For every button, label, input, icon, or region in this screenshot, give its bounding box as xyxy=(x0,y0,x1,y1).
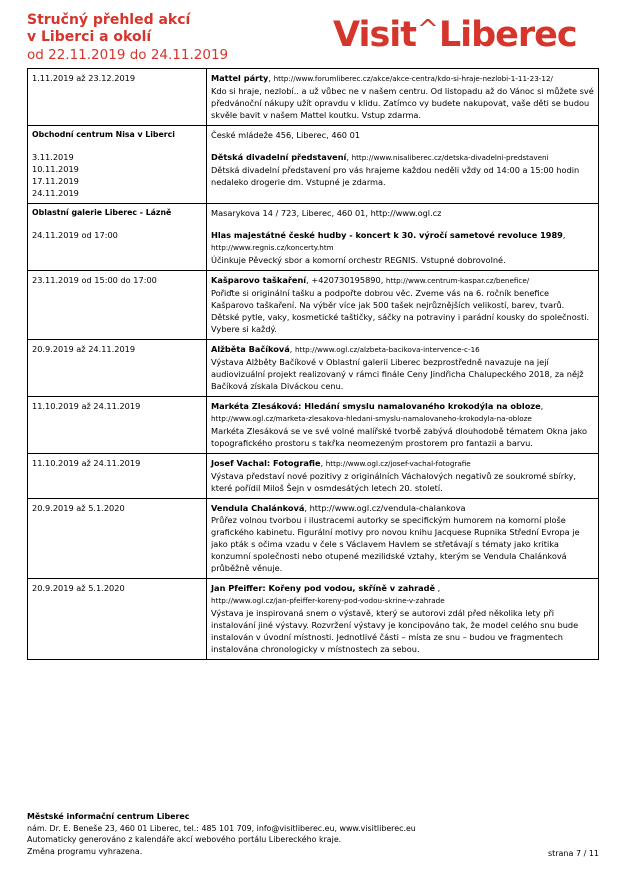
event-details: Kašparovo taškaření, +420730195890, http://www.centrum-kaspar.cz/benefice/ Pořiďte si originální tašku a podpořte dobrou věc. Zveme vás na 6. ročník benefice Kašparovo taškaření. Na výběr více jak 500 tašek nejrůznějších velikostí, barev, tvarů. Dětské pytle, vaky, kosmetické taštičky, sáčky na potraviny i parádní kousky do společnosti. Vybere si každý. xyxy=(207,271,599,340)
event-description: Výstava Alžběty Bačíkové v Oblastní galerii Liberec bezprostředně navazuje na její audiovizuální projekt realizovaný v rámci finále Ceny Jindřicha Chalupeckého 2018, za nějž Bačíková získala Diváckou cenu. xyxy=(211,357,584,391)
footer-contact: nám. Dr. E. Beneše 23, 460 01 Liberec, tel.: 485 101 709, info@visitliberec.eu, www.visitliberec.eu xyxy=(27,823,416,833)
document-title xyxy=(27,12,287,64)
event-title: Mattel párty xyxy=(211,73,269,83)
event-date: 17.11.2019 xyxy=(32,176,79,186)
event-link[interactable]: http://www.ogl.cz/marketa-zlesakova-hledani-smyslu-namalovaneho-krokodyla-na-obloze xyxy=(211,414,532,423)
event-title: Josef Vachal: Fotografie xyxy=(211,458,321,468)
event-title: Hlas majestátné české hudby - koncert k 30. výročí sametové revoluce 1989 xyxy=(211,230,563,240)
event-date: 11.10.2019 až 24.11.2019 xyxy=(28,454,207,499)
venue-address: Masarykova 14 / 723, Liberec, 460 01, http://www.ogl.cz xyxy=(211,208,442,218)
visit-liberec-logo xyxy=(333,10,603,55)
event-date: 20.9.2019 až 5.1.2020 xyxy=(28,499,207,579)
event-details: České mládeže 456, Liberec, 460 01 Dětská divadelní představení, http://www.nisaliberec.cz/detska-divadelni-predstaveni Dětská divadelní představení pro vás hrajeme každou neděli vždy od 14:00 a 15:00 hodin nedaleko drogerie dm. Vstupné je zdarma. xyxy=(207,126,599,204)
event-details: Jan Pfeiffer: Kořeny pod vodou, skříně v zahradě , http://www.ogl.cz/jan-pfeiffer-koreny-pod-vodou-skrine-v-zahrade Výstava je inspirovaná snem o výstavě, který se autorovi zdál před několika lety při instalování jiné výstavy. Rozvržení výstavy je koncipováno tak, že model celého snu bude instalován v úvodní místnosti. Jednotlivé části – místa ze snu – budou ve fragmentech instalována chronologicky v místnostech za sebou. xyxy=(207,579,599,660)
event-date: 20.9.2019 až 5.1.2020 xyxy=(28,579,207,660)
event-link[interactable]: http://www.ogl.cz/josef-vachal-fotografie xyxy=(325,459,471,468)
event-date: 24.11.2019 od 17:00 xyxy=(32,230,118,240)
page-footer xyxy=(27,811,599,857)
date-range: od 22.11.2019 do 24.11.2019 xyxy=(27,47,229,63)
logo-caret: ^ xyxy=(417,15,438,45)
logo-text-liberec: Liberec xyxy=(438,15,577,55)
event-title: Jan Pfeiffer: Kořeny pod vodou, skříně v zahradě xyxy=(211,583,436,593)
venue-dates-cell xyxy=(28,204,207,271)
venue-row xyxy=(28,126,599,204)
page-number: strana 7 / 11 xyxy=(547,849,599,858)
event-description: Výstava představí nové pozitivy z originálních Váchalových negativů ze soukromé sbírky, které pořídil Miloš Šejn v osmdesátých letech 20. století. xyxy=(211,471,576,493)
event-description: Pořiďte si originální tašku a podpořte dobrou věc. Zveme vás na 6. ročník benefice Kašparovo taškaření. Na výběr více jak 500 tašek nejrůznějších velikostí, barev, tvarů. Dětské pytle, vaky, kosmetické taštičky, sáčky na potraviny i parádní kousky do společnosti. Vybere si každý. xyxy=(211,288,590,334)
event-link[interactable]: http://www.centrum-kaspar.cz/benefice/ xyxy=(385,276,530,285)
event-link[interactable]: http://www.regnis.cz/koncerty.htm xyxy=(211,243,334,252)
event-date: 20.9.2019 až 24.11.2019 xyxy=(28,340,207,397)
venue-name: Obchodní centrum Nisa v Liberci xyxy=(32,130,175,139)
title-line-1: Stručný přehled akcí xyxy=(27,12,191,28)
event-title: Vendula Chalánková xyxy=(211,503,305,513)
logo-text-visit: Visit xyxy=(333,15,417,55)
event-date: 24.11.2019 xyxy=(32,188,79,198)
venue-dates-cell xyxy=(28,126,207,204)
table-row xyxy=(28,69,599,126)
table-row xyxy=(28,397,599,454)
event-date: 11.10.2019 až 24.11.2019 xyxy=(28,397,207,454)
event-details: Masarykova 14 / 723, Liberec, 460 01, http://www.ogl.cz Hlas majestátné české hudby - koncert k 30. výročí sametové revoluce 1989, http://www.regnis.cz/koncerty.htm Účinkuje Pěvecký sbor a komorní orchestr REGNIS. Vstupné dobrovolné. xyxy=(207,204,599,271)
title-line-2: v Liberci a okolí xyxy=(27,29,152,45)
event-title: Alžběta Bačíková xyxy=(211,344,290,354)
event-description: Kdo si hraje, nezlobí.. a už vůbec ne v našem centru. Od listopadu až do Vánoc si můžete své předvánoční nákupy užít opravdu v klidu. Zatímco vy budete nakupovat, vaše děti se budou skvěle bavit v našem Mattel koutku. Vstup zdarma. xyxy=(211,86,594,120)
table-row xyxy=(28,340,599,397)
event-details: Vendula Chalánková, http://www.ogl.cz/vendula-chalankova Průřez volnou tvorbou i ilustracemi autorky se specifickým humorem na komorní ploše grafického kabinetu. Figurální motivy pro novou knihu Jacquese Rupnika Střední Evropa je jako pták s očima vzadu v čele s Václavem Havlem se střetávají s tématy jako kritika konzumní společnosti nebo otupené mezilidské vztahy, kterým se Vendula Chalánková průběžně věnuje. xyxy=(207,499,599,579)
event-link[interactable]: http://www.nisaliberec.cz/detska-divadelni-predstaveni xyxy=(351,153,549,162)
events-table xyxy=(27,68,599,660)
event-details: Alžběta Bačíková, http://www.ogl.cz/alzbeta-bacikova-intervence-c-16 Výstava Alžběty Bačíkové v Oblastní galerii Liberec bezprostředně navazuje na její audiovizuální projekt realizovaný v rámci finále Ceny Jindřicha Chalupeckého 2018, za nějž Bačíková získala Diváckou cenu. xyxy=(207,340,599,397)
venue-name: Oblastní galerie Liberec - Lázně xyxy=(32,208,172,217)
event-description: Výstava je inspirovaná snem o výstavě, který se autorovi zdál před několika lety při instalování jiné výstavy. Rozvržení výstavy je koncipováno tak, že model celého snu bude instalován v úvodní místnosti. Jednotlivé části – místa ze snu – budou ve fragmentech instalována chronologicky v místnostech za sebou. xyxy=(211,608,579,654)
event-description: Markéta Zlesáková se ve své volné malířské tvorbě zabývá dlouhodobě tématem Okna jako topografického prostoru s takřka neomezeným prostorem pro fantazii a barvu. xyxy=(211,426,588,448)
table-row xyxy=(28,499,599,579)
table-row xyxy=(28,271,599,340)
event-dates xyxy=(32,151,202,199)
table-row xyxy=(28,454,599,499)
event-description: Dětská divadelní představení pro vás hrajeme každou neděli vždy od 14:00 a 15:00 hodin nedaleko drogerie dm. Vstupné je zdarma. xyxy=(211,165,580,187)
event-details: Mattel párty, http://www.forumliberec.cz/akce/akce-centra/kdo-si-hraje-nezlobi-1-11-23-12/ Kdo si hraje, nezlobí.. a už vůbec ne v našem centru. Od listopadu až do Vánoc si můžete své předvánoční nákupy užít opravdu v klidu. Zatímco vy budete nakupovat, vaše děti se budou skvěle bavit v našem Mattel koutku. Vstup zdarma. xyxy=(207,69,599,126)
venue-address: České mládeže 456, Liberec, 460 01 xyxy=(211,130,361,140)
event-details: Josef Vachal: Fotografie, http://www.ogl.cz/josef-vachal-fotografie Výstava představí nové pozitivy z originálních Váchalových negativů ze soukromé sbírky, které pořídil Miloš Šejn v osmdesátých letech 20. století. xyxy=(207,454,599,499)
event-link[interactable]: http://www.ogl.cz/jan-pfeiffer-koreny-pod-vodou-skrine-v-zahrade xyxy=(211,596,445,605)
venue-row xyxy=(28,204,599,271)
event-description: Účinkuje Pěvecký sbor a komorní orchestr REGNIS. Vstupné dobrovolné. xyxy=(211,255,506,265)
event-title: Kašparovo taškaření xyxy=(211,275,307,285)
event-details: Markéta Zlesáková: Hledání smyslu namalovaného krokodýla na obloze, http://www.ogl.cz/marketa-zlesakova-hledani-smyslu-namalovaneho-krokodyla-na-obloze Markéta Zlesáková se ve své volné malířské tvorbě zabývá dlouhodobě tématem Okna jako topografického prostoru s takřka neomezeným prostorem pro fantazii a barvu. xyxy=(207,397,599,454)
event-link[interactable]: http://www.ogl.cz/vendula-chalankova xyxy=(309,503,466,513)
event-date: 1.11.2019 až 23.12.2019 xyxy=(28,69,207,126)
event-phone: +420730195890, xyxy=(311,275,386,285)
footer-disclaimer: Změna programu vyhrazena. xyxy=(27,846,143,856)
event-title: Dětská divadelní představení xyxy=(211,152,347,162)
footer-organization: Městské informační centrum Liberec xyxy=(27,812,190,821)
event-date: 23.11.2019 od 15:00 do 17:00 xyxy=(28,271,207,340)
event-title: Markéta Zlesáková: Hledání smyslu namalovaného krokodýla na obloze xyxy=(211,401,541,411)
event-date: 3.11.2019 xyxy=(32,152,74,162)
footer-generated-note: Automaticky generováno z kalendáře akcí webového portálu Libereckého kraje. xyxy=(27,835,342,844)
event-description: Průřez volnou tvorbou i ilustracemi autorky se specifickým humorem na komorní ploše grafického kabinetu. Figurální motivy pro novou knihu Jacquese Rupnika Střední Evropa je jako pták s očima vzadu v čele s Václavem Havlem se střetávají s tématy jako kritika konzumní společnosti nebo otupené mezilidské vztahy, kterým se Vendula Chalánková průběžně věnuje. xyxy=(211,515,580,573)
event-link[interactable]: http://www.ogl.cz/alzbeta-bacikova-intervence-c-16 xyxy=(294,345,480,354)
event-link[interactable]: http://www.forumliberec.cz/akce/akce-centra/kdo-si-hraje-nezlobi-1-11-23-12/ xyxy=(273,74,553,83)
table-row xyxy=(28,579,599,660)
event-date: 10.11.2019 xyxy=(32,164,79,174)
